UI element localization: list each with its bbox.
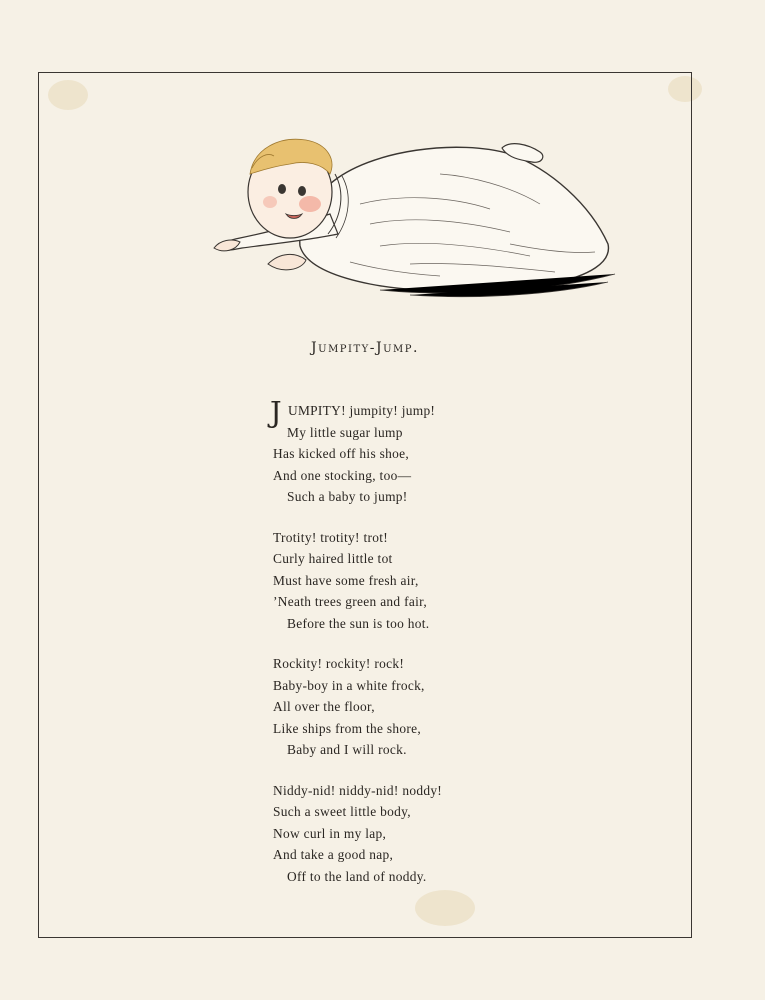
poem-first-line [270, 395, 673, 429]
poem-line: Trotity! trotity! trot! [273, 529, 389, 545]
poem-line: Has kicked off his shoe, [273, 446, 409, 461]
poem-line: Like ships from the shore, [273, 720, 422, 736]
baby-eye [298, 186, 306, 196]
poem-line: Baby and I will rock. [287, 742, 407, 757]
baby-right-hand [268, 254, 306, 269]
poem-line: And one stocking, too— [273, 467, 412, 483]
stanza [273, 653, 673, 761]
poem-line: Curly haired little tot [273, 551, 393, 566]
baby-cheek [299, 196, 321, 212]
poem-line: Baby-boy in a white frock, [273, 677, 425, 693]
poem-line: Such a sweet little body, [273, 804, 411, 819]
baby-cheek [263, 196, 277, 208]
poem-line: Must have some fresh air, [273, 572, 419, 588]
poem-line: Now curl in my lap, [273, 825, 387, 841]
poem-line: All over the floor, [273, 699, 375, 714]
crawling-baby-illustration [210, 134, 620, 300]
poem-line: My little sugar lump [287, 424, 403, 440]
poem-line: And take a good nap, [273, 847, 394, 862]
poem-line: ’Neath trees green and fair, [273, 594, 427, 609]
poem-body [270, 395, 673, 906]
drop-cap: J [270, 395, 282, 429]
poem-line: Such a baby to jump! [287, 489, 408, 504]
poem-line: Niddy-nid! niddy-nid! noddy! [273, 782, 443, 798]
stanza [270, 395, 673, 508]
baby-gown [300, 147, 609, 291]
poem-title: Jumpity-Jump. [311, 340, 419, 356]
poem-line: Off to the land of noddy. [287, 868, 427, 884]
baby-eye [278, 184, 286, 194]
poem-line: Rockity! rockity! rock! [273, 656, 405, 671]
stanza [273, 780, 673, 888]
poem-line: UMPITY! jumpity! jump! [288, 403, 436, 418]
poem-line: Before the sun is too hot. [287, 615, 430, 631]
stanza [273, 527, 673, 635]
